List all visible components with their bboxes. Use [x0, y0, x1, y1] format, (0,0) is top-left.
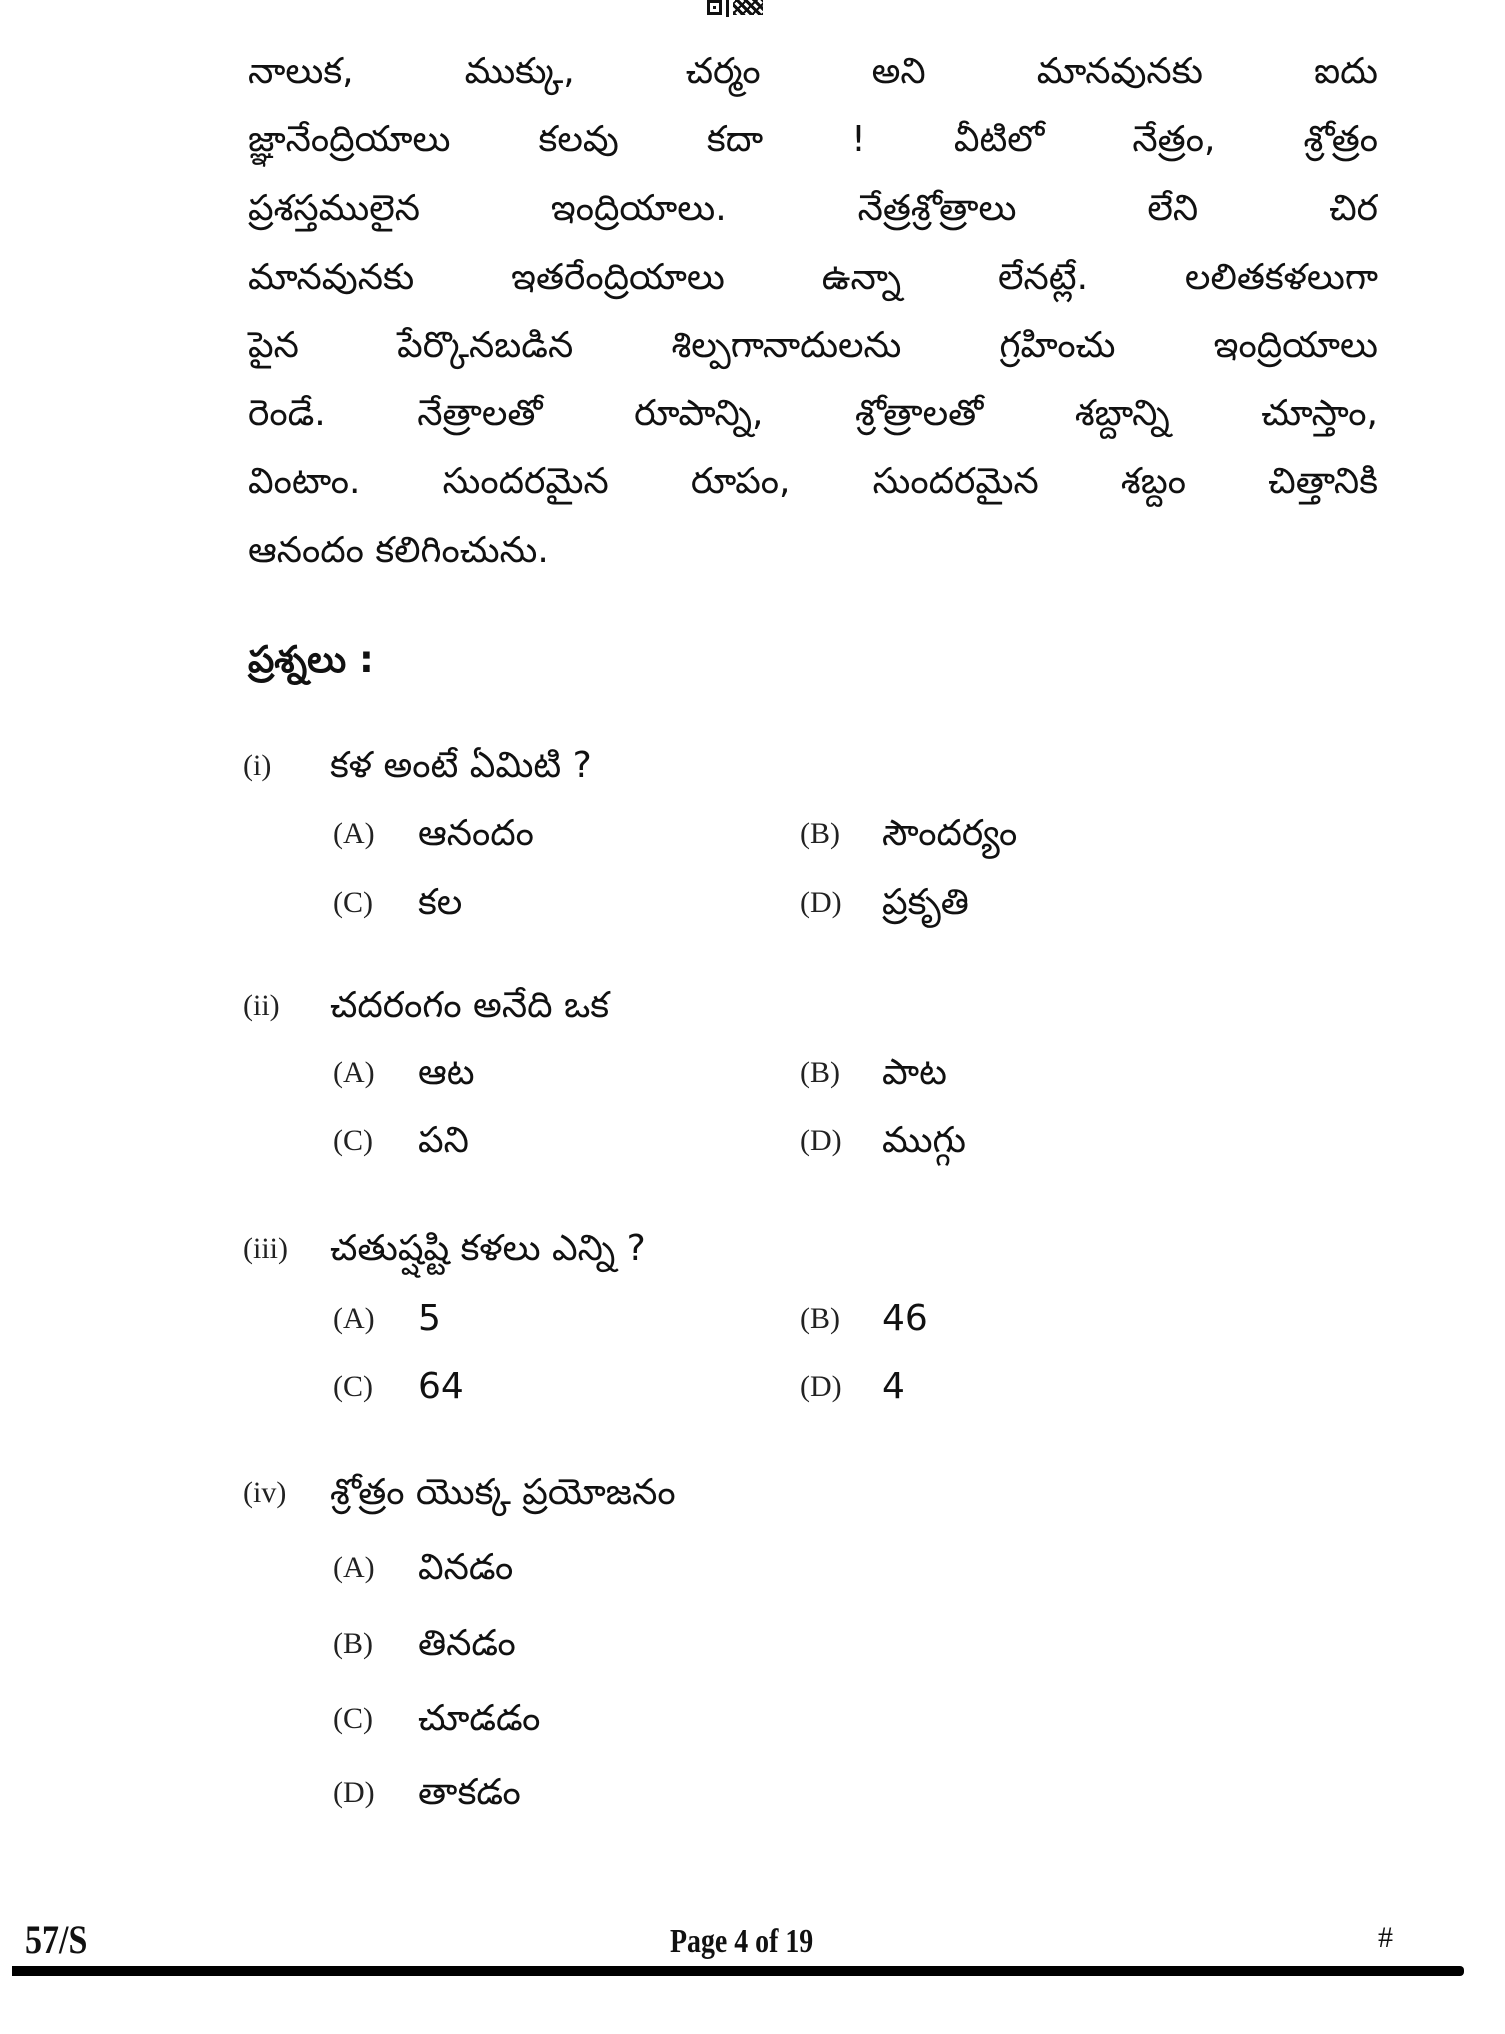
- option-text: 46: [882, 1298, 928, 1339]
- question-text: శ్రోత్రం యొక్క ప్రయోజనం: [330, 1472, 676, 1513]
- option-label: (B): [333, 1627, 373, 1660]
- option-text: వినడం: [418, 1547, 514, 1588]
- passage-line: ఆనందం కలిగించును.: [248, 530, 549, 571]
- option-text: 4: [882, 1366, 905, 1407]
- option-text: 5: [418, 1298, 441, 1339]
- option-label: (C): [333, 1702, 373, 1735]
- passage-line: ప్రశస్తములైన ఇంద్రియాలు. నేత్రశ్రోత్రాలు లేని చిర: [248, 188, 1378, 229]
- qr-bar: [726, 0, 729, 17]
- qr-pattern: [733, 0, 763, 15]
- option-text: తాకడం: [418, 1772, 521, 1813]
- option-label: (D): [800, 1370, 842, 1403]
- questions-heading: ప్రశ్నలు :: [248, 638, 374, 681]
- option-label: (A): [333, 1551, 375, 1584]
- question-text: చతుష్షష్టి కళలు ఎన్ని ?: [330, 1228, 646, 1269]
- qr-finder-square: [707, 0, 722, 15]
- option-label: (C): [333, 1124, 373, 1157]
- option-label: (D): [800, 1124, 842, 1157]
- option-text: ఆనందం: [418, 813, 534, 854]
- option-text: కల: [418, 882, 463, 923]
- option-label: (D): [800, 886, 842, 919]
- question-number: (iv): [243, 1476, 287, 1509]
- option-text: 64: [418, 1366, 464, 1407]
- option-label: (D): [333, 1776, 375, 1809]
- passage-line: మానవునకు ఇతరేంద్రియాలు ఉన్నా లేనట్లే. లలితకళలుగా: [248, 257, 1378, 298]
- option-label: (C): [333, 1370, 373, 1403]
- option-label: (B): [800, 817, 840, 850]
- qr-code-icon: [707, 0, 765, 17]
- option-text: ప్రకృతి: [882, 882, 969, 923]
- option-text: ముగ్గు: [882, 1120, 966, 1161]
- option-text: సౌందర్యం: [882, 813, 1018, 854]
- question-number: (ii): [243, 989, 280, 1022]
- question-text: చదరంగం అనేది ఒక: [330, 985, 610, 1026]
- question-number: (iii): [243, 1232, 288, 1265]
- option-label: (A): [333, 1056, 375, 1089]
- footer-rule: [12, 1966, 1464, 1976]
- option-label: (B): [800, 1056, 840, 1089]
- option-text: తినడం: [418, 1623, 516, 1664]
- option-text: చూడడం: [418, 1698, 541, 1739]
- passage-line: జ్ఞానేంద్రియాలు కలవు కదా ! వీటిలో నేత్రం, శ్రోత్రం: [248, 119, 1378, 160]
- option-text: ఆట: [418, 1052, 475, 1093]
- hash-mark: #: [1378, 1921, 1393, 1954]
- option-label: (A): [333, 817, 375, 850]
- option-label: (C): [333, 886, 373, 919]
- passage-line: వింటాం. సుందరమైన రూపం, సుందరమైన శబ్దం చిత్తానికి: [248, 461, 1378, 502]
- passage-line: పైన పేర్కొనబడిన శిల్పగానాదులను గ్రహించు ఇంద్రియాలు: [248, 325, 1378, 366]
- option-label: (B): [800, 1302, 840, 1335]
- passage-line: రెండే. నేత్రాలతో రూపాన్ని, శ్రోత్రాలతో శబ్దాన్ని చూస్తాం,: [248, 393, 1378, 434]
- passage-line: నాలుక, ముక్కు, చర్మం అని మానవునకు ఐదు: [248, 51, 1378, 92]
- option-text: పని: [418, 1120, 469, 1161]
- option-text: పాట: [882, 1052, 947, 1093]
- paper-code: 57/S: [25, 1917, 88, 1962]
- page-number: Page 4 of 19: [670, 1923, 814, 1960]
- question-text: కళ అంటే ఏమిటి ?: [330, 745, 592, 786]
- question-number: (i): [243, 749, 272, 782]
- option-label: (A): [333, 1302, 375, 1335]
